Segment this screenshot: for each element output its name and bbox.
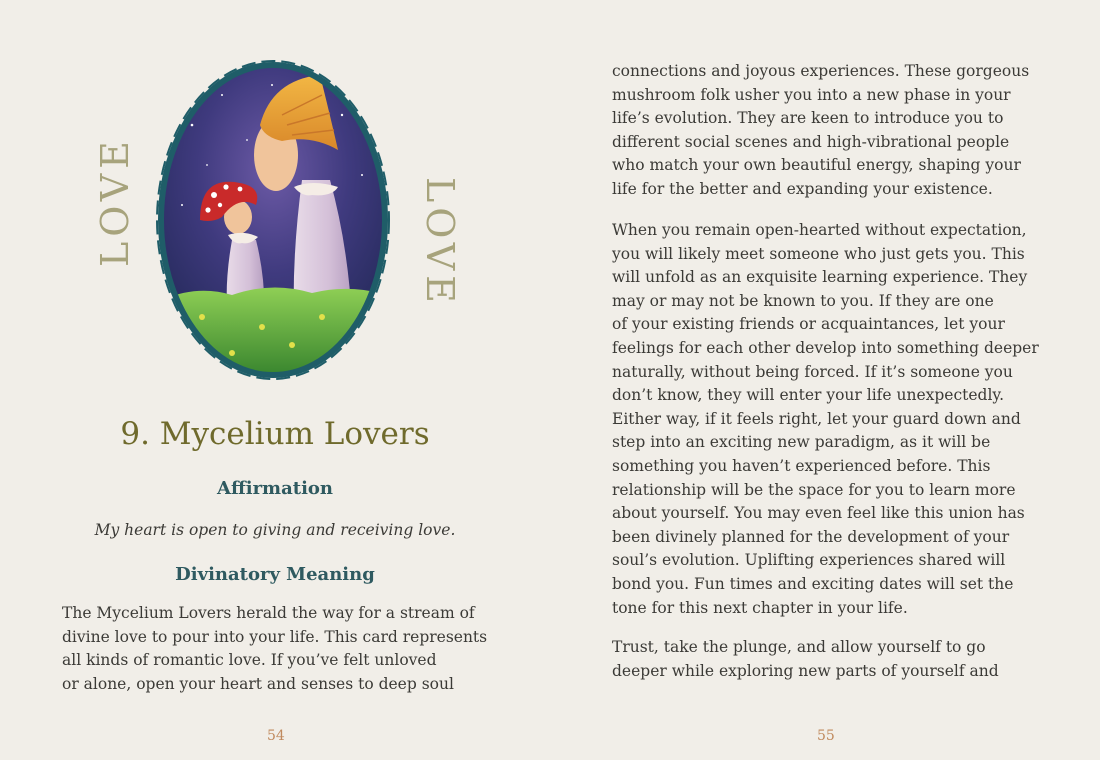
card-title: 9. Mycelium Lovers <box>120 416 430 452</box>
text-line: bond you. Fun times and exciting dates will set the <box>612 574 1014 593</box>
text-line: or alone, open your heart and senses to deep soul <box>62 674 454 693</box>
text-line: mushroom folk usher you into a new phase in your <box>612 85 1011 104</box>
text-line: will unfold as an exquisite learning experience. They <box>612 268 1028 287</box>
text-line: soul’s evolution. Uplifting experiences shared will <box>612 551 1006 570</box>
text-line: of your existing friends or acquaintances, let your <box>612 315 1005 334</box>
affirmation-text: My heart is open to giving and receiving love. <box>94 521 456 539</box>
text-line: step into an exciting new paradigm, as it will be <box>612 433 991 452</box>
text-line: tone for this next chapter in your life. <box>612 598 908 617</box>
page-number-right: 55 <box>817 728 835 744</box>
text-line: Either way, if it feels right, let your guard down and <box>612 409 1021 428</box>
text-line: don’t know, they will enter your life unexpectedly. <box>612 386 1005 405</box>
mushroom-lovers-illustration <box>152 55 394 385</box>
page-number-left: 54 <box>267 728 285 744</box>
side-label-left: LOVE <box>93 136 137 267</box>
text-line: The Mycelium Lovers herald the way for a stream of <box>62 604 475 622</box>
card-illustration <box>152 55 394 385</box>
right-paragraph-2 <box>612 219 1044 620</box>
text-line: something you haven’t experienced before. This <box>612 456 991 475</box>
text-line: connections and joyous experiences. These gorgeous <box>612 62 1030 80</box>
left-body-paragraph <box>62 602 502 696</box>
text-line: feelings for each other develop into something deeper <box>612 338 1039 357</box>
text-line: about yourself. You may even feel like this union has <box>612 504 1025 523</box>
text-line: all kinds of romantic love. If you’ve felt unloved <box>62 651 437 670</box>
text-line: different social scenes and high-vibrational people <box>612 132 1010 151</box>
text-line: life for the better and expanding your existence. <box>612 179 993 198</box>
text-line: who match your own beautiful energy, shaping your <box>612 156 1021 175</box>
right-paragraph-3 <box>612 636 1044 683</box>
text-line: life’s evolution. They are keen to introduce you to <box>612 109 1004 128</box>
right-paragraph-1 <box>612 60 1044 202</box>
text-line: deeper while exploring new parts of yourself and <box>612 661 999 680</box>
text-line: been divinely planned for the development of your <box>612 527 1010 546</box>
text-line: relationship will be the space for you to learn more <box>612 480 1016 499</box>
text-line: may or may not be known to you. If they are one <box>612 291 994 310</box>
text-line: you will likely meet someone who just gets you. This <box>612 244 1025 263</box>
text-line: Trust, take the plunge, and allow yourself to go <box>612 638 986 656</box>
side-label-right: LOVE <box>418 177 462 308</box>
text-line: divine love to pour into your life. This card represents <box>62 627 488 646</box>
text-line: When you remain open-hearted without expectation, <box>612 221 1027 239</box>
divinatory-meaning-heading: Divinatory Meaning <box>175 564 375 585</box>
affirmation-heading: Affirmation <box>216 478 333 499</box>
text-line: naturally, without being forced. If it’s someone you <box>612 362 1013 381</box>
